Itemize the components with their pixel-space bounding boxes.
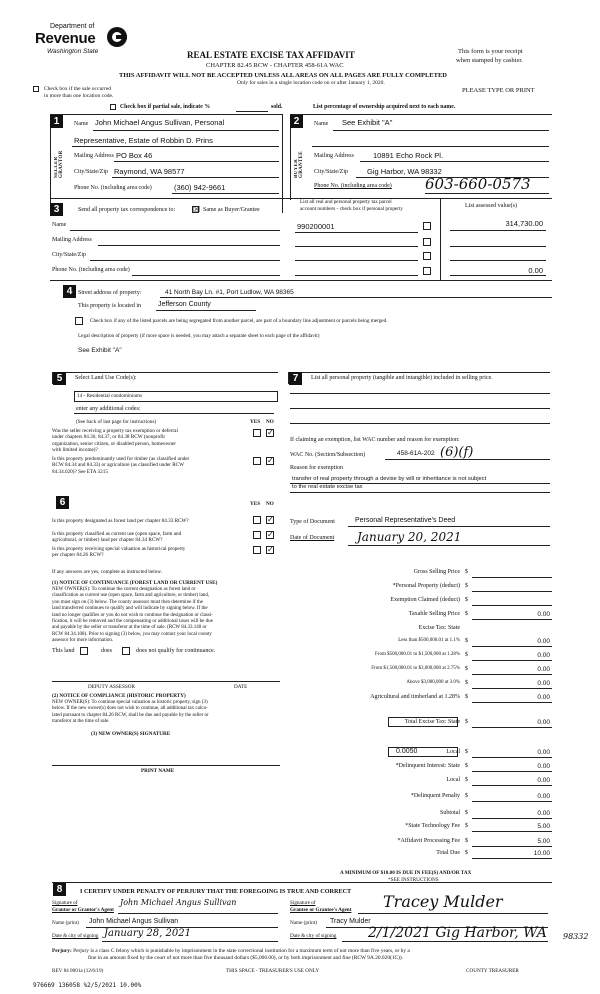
sec6-q1-no-checkbox[interactable]: ✓ [267,515,274,524]
fee-row-line [472,785,552,786]
tax-row-value[interactable]: 0.00 [537,694,550,701]
grantor-date-city-label: Date & city of signing [52,933,99,939]
sig-grantee-label-1: Signature of [290,900,316,906]
doc-date-label: Date of Document [290,535,335,541]
grantee-signature[interactable]: Tracey Mulder [383,892,503,911]
sec5-q1-yes-checkbox[interactable] [253,429,261,437]
wac-label: WAC No. (Section/Subsection) [290,452,366,458]
sec5-yes-header: YES [250,419,261,425]
fee-row-label: Subtotal [439,810,460,816]
tax-row-dollar: $ [465,597,468,603]
tax-row-label: From $500,000.01 to $1,500,000 at 1.28% [375,652,460,657]
seller-phone-label: Phone No. (including area code) [74,185,152,191]
fee-row-value[interactable]: 5.00 [537,823,550,830]
local-label: Local [446,749,460,755]
form-revision: REV 84 0001a (12/6/19) [52,968,104,974]
segregated-label: Check box if any of the listed parcels are being segregated from another parcel, are part of a boundary line adjustment or parcels being merged. [90,318,388,324]
if-yes-note: If any answers are yes, complete as instructed below. [52,569,163,575]
notice2-title: (2) NOTICE OF COMPLIANCE (HISTORIC PROPERTY) [52,693,186,699]
fee-row-dollar: $ [465,850,468,856]
fee-row-line [472,858,552,859]
multi-loc-text1: Check box if the sale occurred [44,86,112,92]
fee-row-line [472,771,552,772]
section-1-number: 1 [50,115,63,128]
tax-row-label: Excise Tax: State [418,625,460,631]
tax-row-label: Less than $500,000.01 at 1.1% [398,638,460,643]
section-4-number: 4 [63,285,76,298]
sec5-q2-no-checkbox[interactable]: ✓ [267,456,274,465]
tax-row-dollar: $ [465,583,468,589]
same-as-buyer-checkbox[interactable]: ☒ [193,205,201,214]
seller-grantor-label: SELLER GRANTOR [54,150,64,178]
exemption-label: If claiming an exemption, list WAC number and reason for exemption: [290,437,460,443]
additional-codes-label: enter any additional codes: [76,406,141,412]
dept-line1: Department of [50,23,95,30]
seller-city[interactable]: Raymond, WA 98577 [114,167,185,176]
legal-description-label: Legal description of property (if more space is needed, you may attach a separate sheet to each page of the affidavit) [78,333,320,339]
fee-row-line [472,801,552,802]
section-2-number: 2 [290,115,303,128]
does-not-label: does not qualify for continuance. [136,648,216,654]
tax-row-value[interactable]: 0.00 [537,666,550,673]
parcel-header-2: account numbers - check box if personal property [300,206,403,212]
tax-row-line [472,674,552,675]
grantor-print-label: Name (print) [52,920,79,926]
sec6-yes-header: YES [250,501,261,507]
tax-row-value[interactable]: 0.00 [537,652,550,659]
sec6-no-header: NO [266,501,274,507]
tax-phone-label: Phone No. (including area code) [52,267,130,273]
notice1-text: NEW OWNER(S): To continue the current designation as forest land or classification as current use (open space, farm and agriculture, or timber) land, you must sign on (3) below. The county assessor must then determine if the land transferred continues to qualify and will indicate by signing below. If the land no longer qualifies or you do not wish to continue the designation or classi- fication, it will be removed and the compensating or additional taxes will be due and payable by the seller or transferor at the time of sale. (RCW 84.33.140 or RCW 84.34.108). Prior to signing (3) below, you may contact your local county assessor for more information. [52,587,213,644]
reason-line2[interactable]: to the real estate excise tax [292,484,363,490]
tax-row-line [472,591,552,592]
sec5-no-header: NO [266,419,274,425]
minimum-note: A MINIMUM OF $10.00 IS DUE IN FEE(S) AND/OR TAX [340,870,472,876]
sec6-q2: Is this property classified as current use (open space, farm and agricultural, or timber) land per chapter 84.34 RCW? [52,531,182,544]
buyer-grantee-label: BUYER GRANTEE [294,151,304,178]
certify-statement: I CERTIFY UNDER PENALTY OF PERJURY THAT THE FOREGOING IS TRUE AND CORRECT [80,888,352,895]
perjury-line2: fine in an amount fixed by the court of not more than five thousand dollars ($5,000.00), or by both imprisonment and fine (RCW 9A.20.020(1C)). [88,955,404,961]
fee-row-dollar: $ [465,823,468,829]
same-as-buyer-label: Same as Buyer/Grantee [203,207,260,213]
tax-row-dollar: $ [465,680,468,686]
deputy-date-label: DATE [234,684,248,690]
list-pct-label: List percentage of ownership acquired next to each name. [313,104,456,110]
fee-row-dollar: $ [465,793,468,799]
buyer-phone-handwritten[interactable]: 603-660-0573 [425,175,531,193]
fee-row-value[interactable]: 0.00 [537,810,550,817]
county[interactable]: Jefferson County [158,301,211,308]
tax-row-label: Taxable Selling Price [408,611,460,617]
sec6-q1-yes-checkbox[interactable] [253,516,261,524]
fee-row-label: Total Due [436,850,460,856]
tax-row-value[interactable]: 0.00 [537,638,550,645]
form-subtitle: CHAPTER 82.45 RCW - CHAPTER 458-61A WAC [206,62,344,69]
sec5-q2-yes-checkbox[interactable] [253,457,261,465]
fee-row-label: *Delinquent Penalty [410,793,460,799]
fee-row-dollar: $ [465,810,468,816]
grantee-zip-handwritten[interactable]: 98332 [563,932,589,941]
land-use-select[interactable]: 14 - Residential condominiums [74,391,278,402]
personal-property-checkbox-3[interactable] [423,252,431,260]
revenue-logo-icon [107,27,127,47]
tax-row-label: Agricultural and timberland at 1.28% [370,694,460,700]
tax-row-dollar: $ [465,638,468,644]
land-use-label: Select Land Use Code(s): [75,375,137,381]
multi-loc-text2: in more than one location code. [44,93,114,99]
section-6-number: 6 [56,496,69,509]
street-address[interactable]: 41 North Bay Ln. #1, Port Ludlow, WA 98365 [165,289,294,296]
see-instructions: *SEE INSTRUCTIONS [388,877,439,883]
wac-subsection-handwritten[interactable]: (6)(f) [440,445,474,460]
local-value[interactable]: 0.00 [537,749,550,756]
fee-row-value[interactable]: 0.00 [537,777,550,784]
total-state-box [388,717,458,727]
fee-row-label: *State Technology Fee [405,823,460,829]
section-7-number: 7 [289,372,302,385]
assessed-value-zero[interactable]: 0.00 [528,266,543,275]
personal-property-checkbox-2[interactable] [423,238,431,246]
print-note: PLEASE TYPE OR PRINT [462,87,535,94]
section-5-number: 5 [53,372,66,385]
buyer-mailing-label: Mailing Address [314,153,354,159]
personal-property-checkbox-4[interactable] [423,267,431,275]
form-title: REAL ESTATE EXCISE TAX AFFIDAVIT [187,50,355,60]
sig-grantor-label-1: Signature of [52,900,78,906]
fee-row-label: Local [446,777,460,783]
receipt-stamp: 976669 136058 %2/5/2021 10.00% [33,982,142,989]
sig-grantor-label-2: Grantor or Grantor's Agent [52,907,114,913]
parcel-number[interactable]: 990200001 [297,222,335,231]
buyer-city[interactable]: Gig Harbor, WA 98332 [367,167,442,176]
tax-row-line [472,688,552,689]
fee-row-value[interactable]: 0.00 [537,763,550,770]
fee-row-dollar: $ [465,838,468,844]
tax-row-label: Exemption Claimed (deduct) [390,597,460,603]
tax-row-line [472,577,552,578]
partial-pct-line [236,111,268,112]
sec6-q2-yes-checkbox[interactable] [253,531,261,539]
send-correspondence-label: Send all property tax correspondence to: [78,207,176,213]
multi-location-checkbox[interactable] [33,86,39,92]
grantor-print-name[interactable]: John Michael Angus Sullivan [89,918,179,925]
fee-row-label: *Affidavit Processing Fee [397,838,460,844]
tax-city-label: City/State/Zip [52,252,86,258]
legal-description[interactable]: See Exhibit "A" [78,347,122,354]
fee-row-value[interactable]: 10.00 [533,850,550,857]
fee-row-value[interactable]: 5.00 [537,838,550,845]
receipt-note-2: when stamped by cashier. [456,57,523,64]
wac-number[interactable]: 458-61A-202 [397,450,435,457]
reason-label: Reason for exemption [290,465,343,471]
fee-row-dollar: $ [465,763,468,769]
does-label: does [101,648,112,654]
tax-row-label: From $1,500,000.01 to $3,000,000 at 2.75% [371,666,460,671]
notice2-text: NEW OWNER(S): To continue special valuation as historic property, sign (3) below. If the new owner(s) does not wish to continue, all additional tax calcu- lated pursuant to chapter 84.26 RCW, shall be due and payable by the seller or transferor at the time of sale. [52,700,209,725]
new-owner-signature-label: (3) NEW OWNER(S) SIGNATURE [91,731,171,737]
tax-row-dollar: $ [465,652,468,658]
tax-row-value[interactable]: 0.00 [537,680,550,687]
local-dollar: $ [465,749,468,755]
sig-grantee-label-2: Grantee or Grantee's Agent [290,907,352,913]
treasurer-space: THIS SPACE - TREASURER'S USE ONLY [226,968,320,974]
local-rate[interactable]: 0.0050 [396,748,418,755]
tax-mailing-label: Mailing Address [52,237,92,243]
buyer-name[interactable]: See Exhibit "A" [342,118,393,127]
does-not-qualify-checkbox[interactable] [122,647,130,655]
seller-name-line2[interactable]: Representative, Estate of Robbin D. Prins [74,136,213,145]
sec5-q2: Is this property predominantly used for timber (as classified under RCW 84.34 and 84.33) or agriculture (as classified under RCW 84.34.020)? See ETA 3215 [52,456,190,475]
section-3-number: 3 [50,203,63,216]
buyer-name-label: Name [314,121,329,127]
personal-property-checkbox-1[interactable] [423,222,431,230]
sold-label: sold. [271,104,283,110]
receipt-note-1: This form is your receipt [458,48,523,55]
sec5-q1-no-checkbox[interactable]: ✓ [267,428,274,437]
seller-name-line1[interactable]: John Michael Angus Sullivan, Personal [95,118,225,127]
doc-type-label: Type of Document [290,519,335,525]
fee-row-dollar: $ [465,777,468,783]
tax-row-label: Above $3,000,000 at 3.0% [406,680,460,685]
street-label: Street address of property: [78,290,142,296]
seller-phone[interactable]: (360) 942-9661 [174,183,226,192]
fee-row-line [472,831,552,832]
reason-line1[interactable]: transfer of real property through a devise by will or inheritance is not subject [292,476,487,482]
warning: THIS AFFIDAVIT WILL NOT BE ACCEPTED UNLESS ALL AREAS ON ALL PAGES ARE FULLY COMPLETED [119,72,447,79]
dept-logo-text: Revenue [35,30,96,47]
buyer-phone-label: Phone No. (including area code) [314,183,392,189]
tax-row-dollar: $ [465,719,468,725]
seller-mailing[interactable]: PO Box 46 [116,151,153,160]
seller-city-label: City/State/Zip [74,169,108,175]
sec6-q3-no-checkbox[interactable]: ✓ [267,545,274,554]
sec6-q3-yes-checkbox[interactable] [253,546,261,554]
tax-row-label: *Personal Property (deduct) [392,583,460,589]
sec6-q2-no-checkbox[interactable]: ✓ [267,530,274,539]
tax-row-line [472,727,552,728]
doc-date-handwritten[interactable]: January 20, 2021 [357,530,462,544]
section-8-number: 8 [53,883,66,896]
only-for-sales: Only for sales in a single location code on or after January 1, 2020. [237,80,385,86]
tax-row-value[interactable]: 0.00 [537,611,550,618]
tax-row-dollar: $ [465,694,468,700]
deputy-assessor-label: DEPUTY ASSESSOR [88,684,135,690]
buyer-city-label: City/State/Zip [314,169,348,175]
tax-row-line [472,660,552,661]
fee-row-line [472,846,552,847]
located-label: This property is located in [78,303,141,309]
tax-row-dollar: $ [465,569,468,575]
buyer-mailing[interactable]: 10891 Echo Rock Pl. [373,151,444,160]
fee-row-value[interactable]: 0.00 [537,793,550,800]
tax-row-line [472,702,552,703]
grantee-print-label: Name (print) [290,920,317,926]
tax-row-dollar: $ [465,611,468,617]
assessed-value[interactable]: 314,730.00 [505,219,543,228]
tax-row-line [472,646,552,647]
fee-row-label: *Delinquent Interest: State [395,763,460,769]
segregated-checkbox[interactable] [75,317,83,325]
tax-row-label: Gross Selling Price [413,569,460,575]
grantee-print-name[interactable]: Tracy Mulder [330,918,371,925]
tax-row-line [472,605,552,606]
perjury-line1: Perjury: Perjury is a class C felony which is punishable by imprisonment in the state correctional institution for a maximum term of not more than five years, or by a [52,948,410,954]
parcel-header-1: List all real and personal property tax parcel [300,199,392,205]
tax-name-label: Name [52,222,67,228]
county-treasurer: COUNTY TREASURER [466,968,519,974]
tax-row-label: Total Excise Tax: State [404,719,460,725]
doc-type[interactable]: Personal Representative's Deed [355,517,456,524]
grantor-date[interactable]: January 28, 2021 [104,928,191,939]
sec5-q1: Was the seller receiving a property tax exemption or deferral under chapters 84.36, 84.37, or 84.38 RCW (nonprofit organization, senior citizen, or disabled person, homeowner with limited income)? [52,428,178,453]
partial-sale-checkbox[interactable] [110,104,116,110]
fee-row-line [472,818,552,819]
tax-row-line [472,619,552,620]
this-land-label: This land [52,648,75,654]
print-name-label: PRINT NAME [141,768,175,774]
sec6-q1: Is this property designated as forest land per chapter 84.33 RCW? [52,518,189,524]
sec6-q3: Is this property receiving special valuation as historical property per chapter 84.26 RCW? [52,546,186,559]
assessed-header: List assessed value(s) [465,203,517,209]
tax-row-dollar: $ [465,666,468,672]
see-back-note: (See back of last page for instructions) [76,419,157,425]
seller-name-label: Name [74,121,89,127]
qualifies-checkbox[interactable] [80,647,88,655]
tax-row-value[interactable]: 0.00 [537,719,550,726]
personal-property-header: List all personal property (tangible and intangible) included in selling price. [311,375,493,381]
dept-state: Washington State [47,48,99,55]
grantor-signature[interactable]: John Michael Angus Sullivan [120,898,237,907]
seller-mailing-label: Mailing Address [74,153,114,159]
notice1-title: (1) NOTICE OF CONTINUANCE (FOREST LAND OR CURRENT USE) [52,580,218,586]
grantee-date-city[interactable]: 2/1/2021 Gig Harbor, WA [368,925,547,941]
grantee-date-city-label: Date & city of signing [290,933,337,939]
partial-sale-label: Check box if partial sale, indicate % [120,104,211,110]
